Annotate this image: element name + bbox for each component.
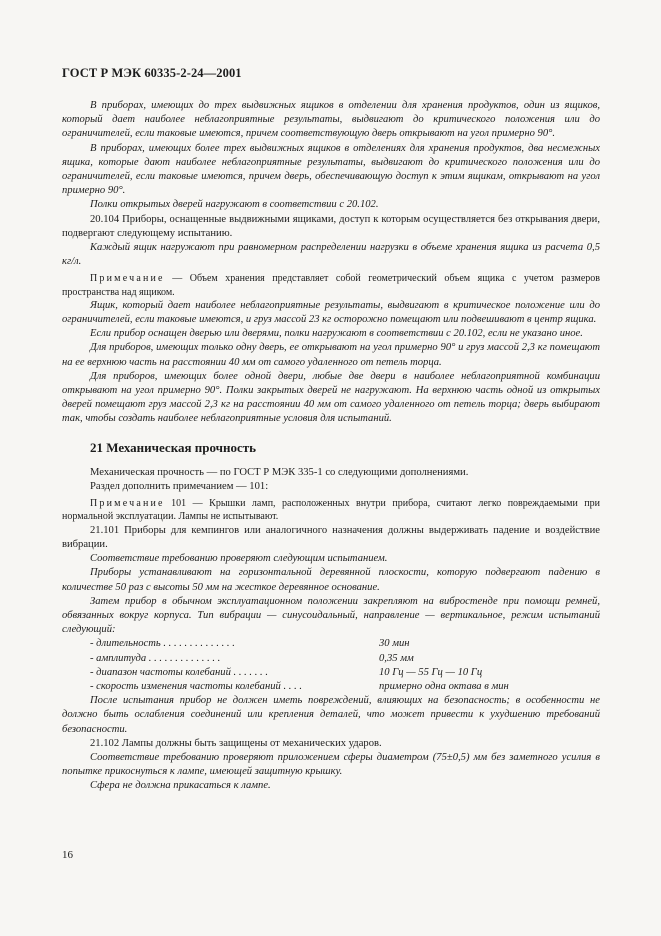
paragraph-clause-20-104: 20.104 Приборы, оснащенные выдвижными ящиками, доступ к которым осуществляется без открывания двери, подвергают следующему испытанию. (62, 213, 600, 239)
param-name: - амплитуда . . . . . . . . . . . . . . (90, 652, 221, 664)
note-label: Примечание (90, 273, 165, 285)
paragraph: Для приборов, имеющих более одной двери, любые две двери в наиболее неблагоприятной комбинации открывают на угол примерно 90°. Полки закрытых дверей не нагружают. На верхнюю часть одной из открытых дверей помещают груз массой 2,3 кг на расстоянии 40 мм от самого удаленного от петель торца; дверь выбирают так, чтобы создать наиболее неблагоприятные условия для испытаний. (62, 370, 600, 425)
param-row (62, 637, 600, 651)
paragraph: Механическая прочность — по ГОСТ Р МЭК 335-1 со следующими дополнениями. (90, 466, 469, 478)
param-row (62, 680, 600, 694)
section-title: 21 Механическая прочность (90, 439, 257, 455)
paragraph: Соответствие требованию проверяют следующим испытанием. (90, 553, 388, 565)
param-name: - скорость изменения частоты колебаний . . . . (90, 680, 303, 692)
paragraph: Соответствие требованию проверяют приложением сферы диаметром (75±0,5) мм без заметного усилия в попытке прикоснуться к лампе, имеющей защитную крышку. (62, 751, 600, 778)
paragraph: Затем прибор в обычном эксплуатационном положении закрепляют на вибростенде при помощи ремней, обвязанных вокруг корпуса. Тип вибрации — синусоидальный, направление — вертикальное, режим испытаний следующий: (62, 595, 600, 636)
note-storage-volume (62, 272, 600, 298)
document-header: ГОСТ Р МЭК 60335-2-24—2001 (62, 66, 242, 80)
paragraph: Полки открытых дверей нагружают в соответствии с 20.102. (90, 199, 379, 211)
block-e (62, 694, 600, 793)
paragraph: В приборах, имеющих до трех выдвижных ящиков в отделении для хранения продуктов, один из ящиков, который дает наиболее неблагоприятные результаты, выдвигают до критического положения или до ограничителей, если таковые имеются, причем соответствующую дверь открывают на угол примерно 90°. (62, 100, 600, 140)
paragraph: После испытания прибор не должен иметь повреждений, влияющих на безопасность; в особенности не должно быть ослабления соединений или крепления деталей, что может привести к ухудшению требований безопасности. (62, 695, 600, 735)
note-text: — Объем хранения представляет собой геометрический объем ящика с учетом размеров пространства над ящиком. (62, 273, 600, 298)
paragraph: В приборах, имеющих более трех выдвижных ящиков в отделениях для хранения продуктов, два несмежных ящика, которые дают наиболее неблагоприятные результаты, выдвигают до критического положения или до ограничителей, если таковые имеются, причем дверь, обеспечивающую доступ к этим ящикам, открывают на угол примерно 90°. (62, 142, 600, 197)
paragraph: Каждый ящик нагружают при равномерном распределении нагрузки в объеме хранения ящика из расчета 0,5 кг/л. (62, 242, 600, 268)
paragraph-clause-21-101: 21.101 Приборы для кемпингов или аналогичного назначения должны выдерживать падение и воздействие вибрации. (62, 524, 600, 550)
param-name: - длительность . . . . . . . . . . . . . . (90, 638, 235, 650)
block-b (62, 299, 600, 427)
document-body (62, 99, 600, 794)
paragraph: Для приборов, имеющих только одну дверь, ее открывают на угол примерно 90° и груз массой 2,3 кг помещают на ее верхнюю часть на расстоянии 40 мм от самого удаленного от петель торца. (62, 342, 600, 368)
paragraph: Приборы устанавливают на горизонтальной деревянной плоскости, которую подвергают падению в количестве 50 раз с высоты 50 мм на жесткое деревянное основание. (62, 567, 600, 593)
block-a (62, 99, 600, 269)
note-text: 101 — Крышки ламп, расположенных внутри прибора, считают легко повреждаемыми при нормальной эксплуатации. Лампы не испытывают. (62, 498, 600, 523)
page-number: 16 (62, 849, 73, 861)
paragraph-clause-21-102: 21.102 Лампы должны быть защищены от механических ударов. (90, 737, 382, 749)
note-label: Примечание (90, 498, 165, 510)
paragraph: Раздел дополнить примечанием — 101: (90, 481, 269, 493)
param-name: - диапазон частоты колебаний . . . . . . . (90, 666, 268, 678)
param-row (62, 666, 600, 680)
block-d (62, 524, 600, 638)
param-value: примерно одна октава в мин (379, 680, 509, 692)
vibration-params-table (62, 637, 600, 694)
block-c (62, 466, 600, 494)
paragraph: Если прибор оснащен дверью или дверями, полки нагружают в соответствии с 20.102, если не указано иное. (90, 328, 583, 340)
param-value: 0,35 мм (379, 652, 414, 664)
paragraph: Сфера не должна прикасаться к лампе. (90, 780, 271, 792)
note-101 (62, 497, 600, 523)
param-value: 30 мин (379, 638, 410, 650)
param-row (62, 652, 600, 666)
paragraph: Ящик, который дает наиболее неблагоприятные результаты, выдвигают в критическое положение или до ограничителей, если таковые имеются, и груз массой 23 кг осторожно помещают или подвешивают в центр ящика. (62, 299, 600, 326)
param-value: 10 Гц — 55 Гц — 10 Гц (379, 666, 483, 678)
